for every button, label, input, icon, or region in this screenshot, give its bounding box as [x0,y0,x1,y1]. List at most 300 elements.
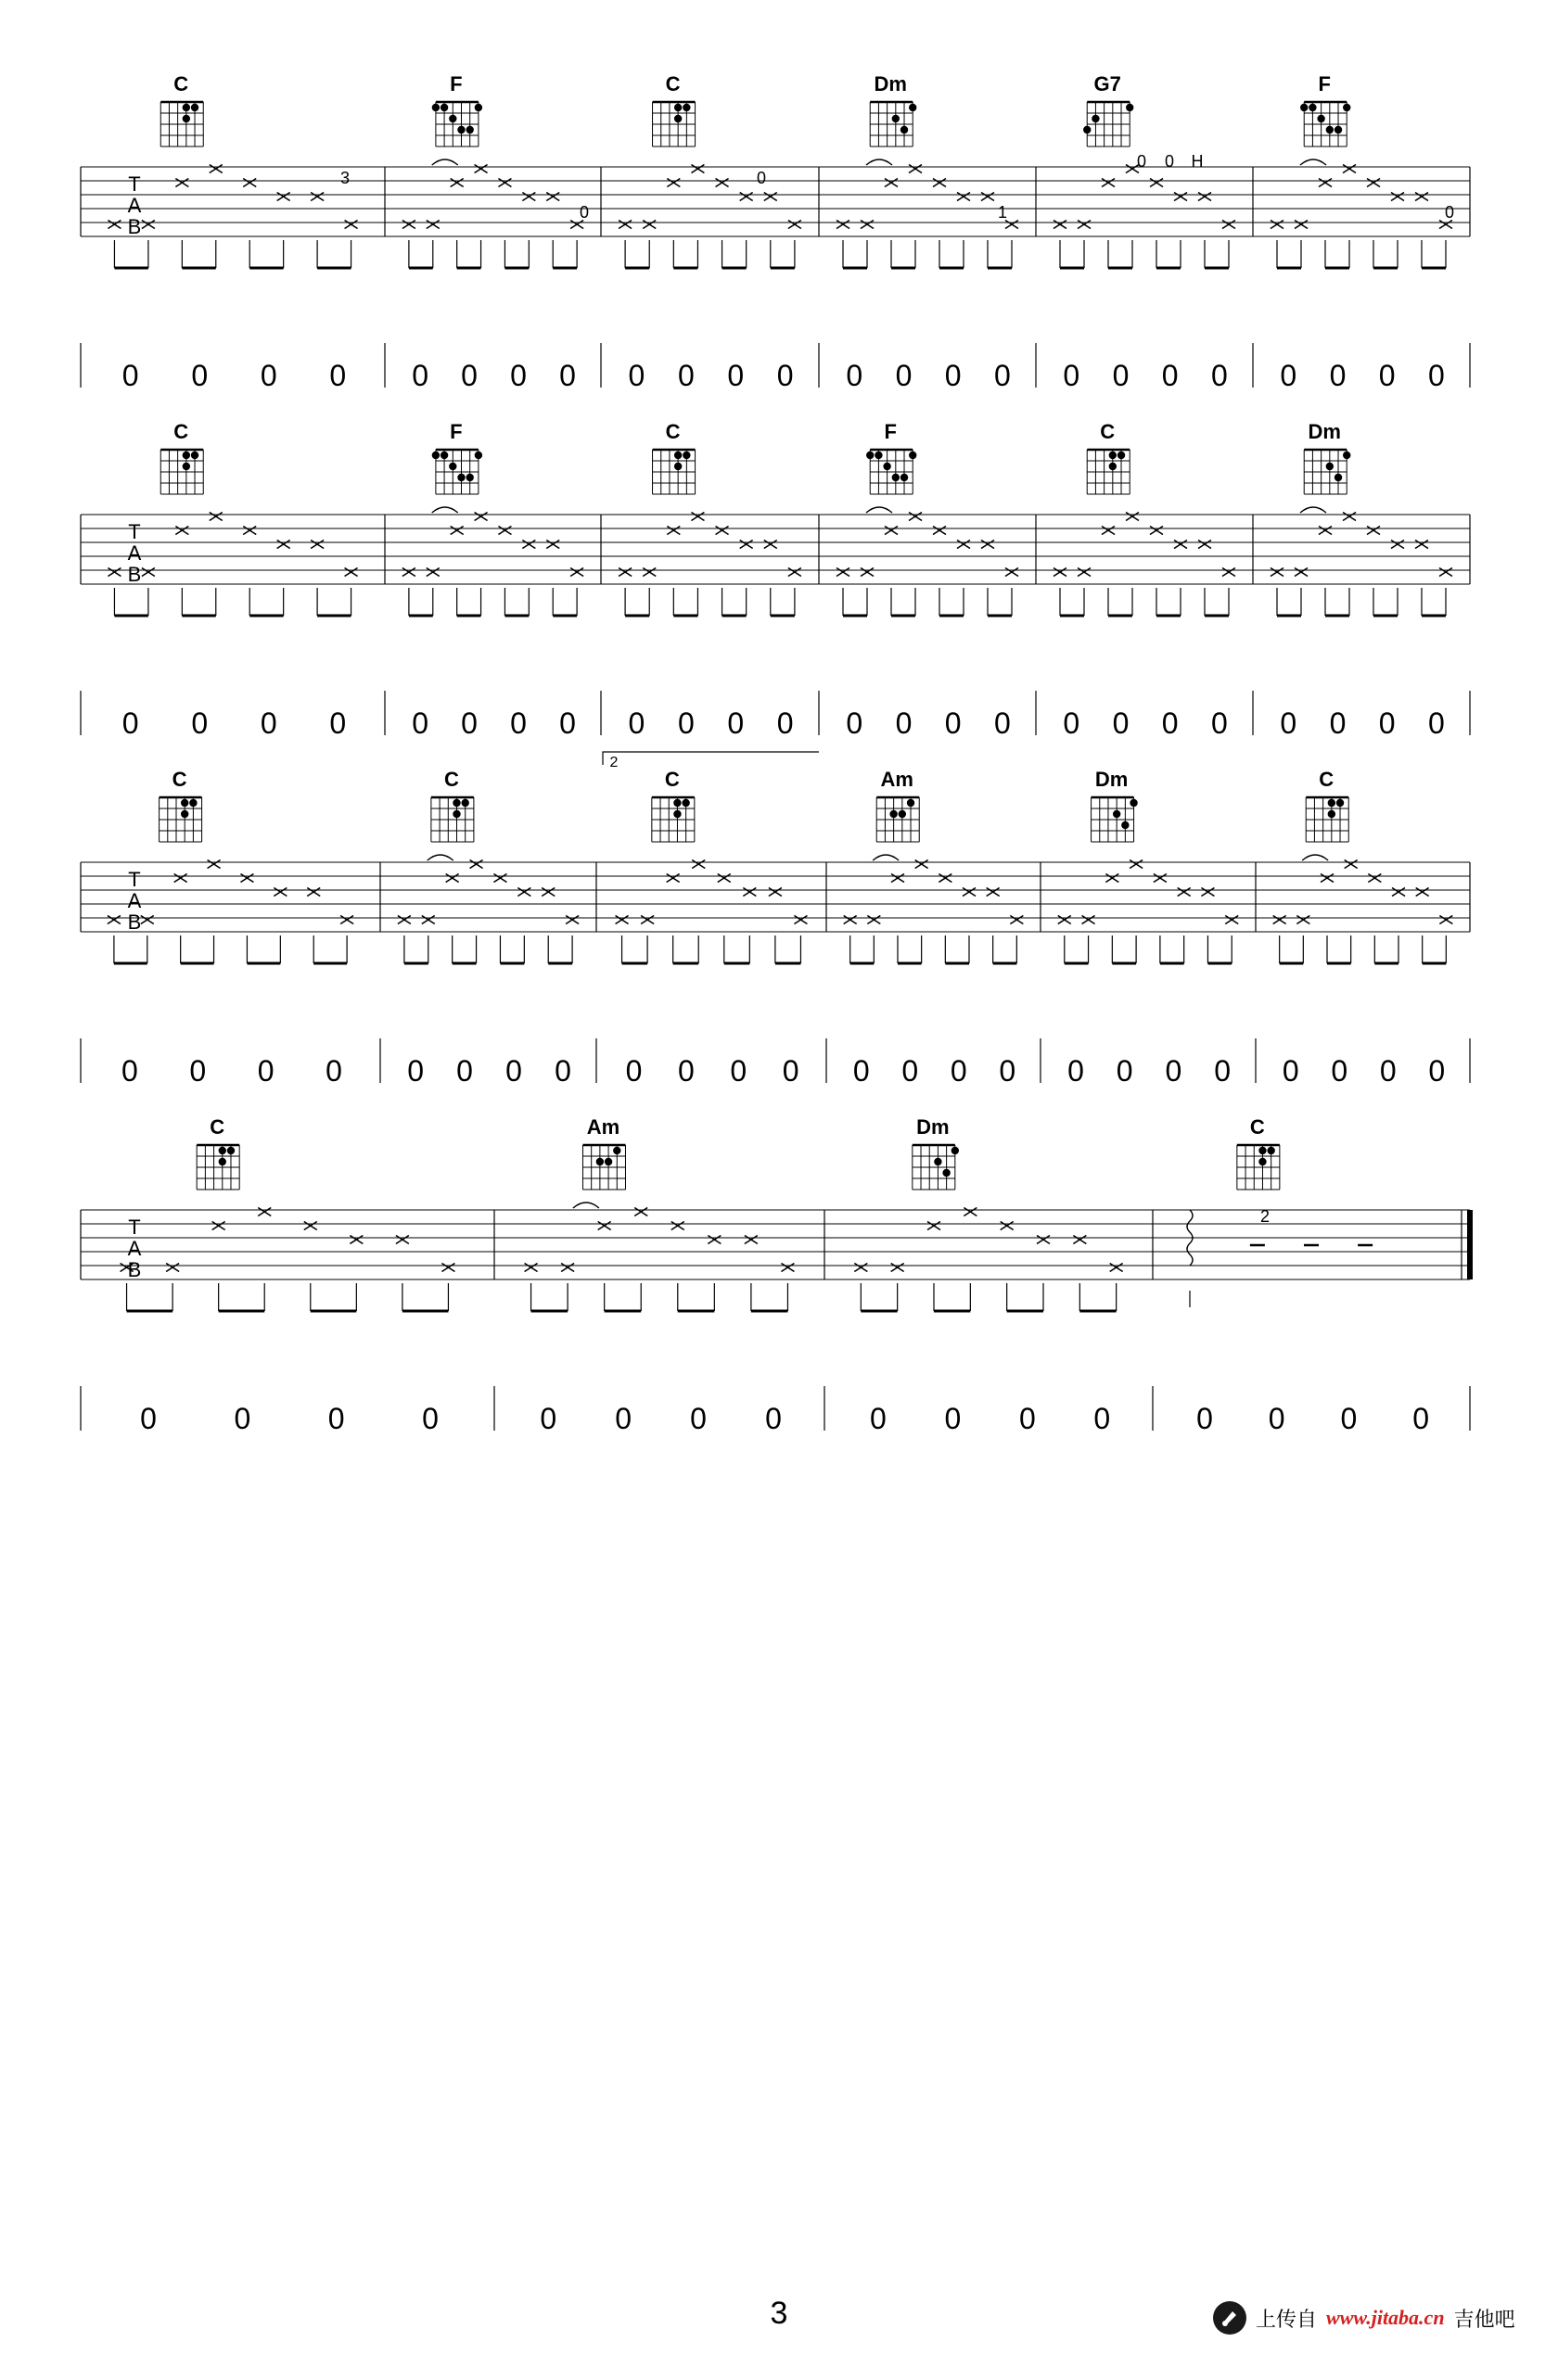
tab-note-x [1439,916,1452,924]
chord-name: C [210,1115,225,1139]
tab-note-x [1110,1264,1123,1272]
chord-diagram [1304,420,1350,494]
count-digit: 0 [412,706,429,740]
tab-system [81,1115,1470,1435]
tab-note-x [1271,568,1283,577]
tab-note-x [1005,568,1018,577]
tab-note-x [1343,165,1356,173]
tab-note-x [1296,916,1309,924]
tab-note-x [1367,179,1380,187]
chord-finger-dot [683,104,690,111]
count-digit: 0 [422,1402,439,1435]
tab-note-x [788,221,801,229]
tab-note-x [304,1222,317,1230]
chord-finger-dot [900,126,908,134]
tab-note-x [927,1222,940,1230]
tab-note-x [1174,541,1187,549]
tie-arc [873,855,899,860]
tab-note-x [175,527,188,535]
chord-diagram [1087,420,1130,494]
tab-note-x [522,193,535,201]
tab-note-x [340,916,353,924]
tab-note-x [794,916,807,924]
count-digit: 0 [1428,1054,1446,1088]
count-digit: 0 [944,1402,962,1435]
tab-note-x [546,541,559,549]
tab-note-x [836,568,849,577]
chord-finger-dot [1343,104,1350,111]
count-digit: 0 [1161,706,1179,740]
count-digit: 0 [677,706,695,740]
tab-note-x [764,193,777,201]
chord-finger-dot [1126,104,1133,111]
tab-note-x [1367,527,1380,535]
count-digit: 0 [1067,1054,1084,1088]
tab-clef-a: A [127,541,142,565]
chord-finger-dot [181,799,188,807]
count-digit: 0 [944,359,962,392]
tab-note-x [1054,568,1066,577]
tab-clef-t: T [128,1215,141,1239]
chord-name: C [1319,768,1335,791]
tab-note-x [1150,179,1163,187]
fret-number: 3 [339,169,351,187]
tab-note-x [743,888,756,897]
count-digit: 0 [782,1054,799,1088]
chord-finger-dot [1109,463,1117,470]
chord-finger-dot [674,452,682,459]
count-digit: 0 [329,359,347,392]
count-digit: 0 [1165,1054,1182,1088]
chord-finger-dot [1113,810,1120,818]
count-digit: 0 [1378,359,1396,392]
tab-note-x [1078,221,1091,229]
chord-finger-dot [883,463,890,470]
tab-note-x [781,1264,794,1272]
tab-note-x [957,541,970,549]
tab-note-x [836,221,849,229]
tab-note-x [561,1264,574,1272]
count-digit: 0 [944,706,962,740]
tab-note-x [692,860,705,869]
tab-note-x [634,1208,647,1216]
tab-note-x [1102,179,1115,187]
chord-finger-dot [1083,126,1091,134]
tab-note-x [1392,888,1405,897]
tab-note-x [933,179,946,187]
chord-finger-dot [189,799,197,807]
chord-name: Am [880,768,913,791]
fret-number: 0 [1136,152,1147,171]
tab-system [81,768,1470,1088]
chord-finger-dot [900,474,908,481]
tab-note-x [1201,888,1214,897]
tab-note-x [470,860,483,869]
chord-finger-dot [191,104,198,111]
count-digit: 0 [260,359,277,392]
tab-note-x [1010,916,1023,924]
chord-finger-dot [461,799,468,807]
count-digit: 0 [1412,1402,1430,1435]
chord-diagram [160,768,202,842]
tab-note-x [1343,513,1356,521]
tie-arc [573,1203,599,1208]
tab-note-x [475,513,488,521]
tab-note-x [667,874,680,883]
tie-arc [428,855,453,860]
chord-finger-dot [1300,104,1308,111]
tab-note-x [667,179,680,187]
chord-diagram [1300,72,1350,146]
tab-note-x [108,568,121,577]
tab-note-x [619,221,632,229]
chord-diagram [432,420,482,494]
tab-note-x [1102,527,1115,535]
tab-note-x [643,568,656,577]
chord-finger-dot [1343,452,1350,459]
tab-note-x [277,541,290,549]
chord-finger-dot [183,115,190,122]
count-digit: 0 [993,706,1011,740]
chord-finger-dot [457,474,465,481]
count-digit: 0 [730,1054,747,1088]
tab-note-x [915,860,928,869]
count-digit: 0 [510,706,527,740]
tab-note-x [1439,568,1452,577]
tab-note-x [311,193,324,201]
tab-clef-a: A [127,889,142,912]
tab-note-x [1273,916,1286,924]
chord-finger-dot [1326,126,1334,134]
count-digit: 0 [765,1402,782,1435]
chord-finger-dot [909,452,916,459]
chord-finger-dot [1130,799,1137,807]
tab-note-x [1198,193,1211,201]
chord-finger-dot [1335,126,1342,134]
count-digit: 0 [121,1054,138,1088]
count-digit: 0 [727,359,745,392]
chord-finger-dot [227,1147,235,1154]
count-digit: 0 [191,359,209,392]
count-digit: 0 [776,359,794,392]
tab-note-x [142,568,155,577]
tie-arc [1302,855,1328,860]
chord-finger-dot [674,115,682,122]
tab-clef-a: A [127,1237,142,1260]
chord-finger-dot [934,1158,941,1165]
count-digit: 0 [407,1054,425,1088]
count-digit: 0 [1214,1054,1232,1088]
tab-note-x [493,874,506,883]
tab-note-x [691,513,704,521]
chord-finger-dot [183,452,190,459]
chord-diagram [1237,1115,1280,1190]
count-digit: 0 [234,1402,251,1435]
chord-name: C [665,72,681,95]
count-digit: 0 [140,1402,157,1435]
count-digit: 0 [456,1054,473,1088]
chord-diagram [866,420,916,494]
tab-note-x [1271,221,1283,229]
tab-note-x [307,888,320,897]
tab-note-x [1416,888,1429,897]
tab-note-x [208,860,221,869]
count-digit: 0 [677,359,695,392]
tab-note-x [542,888,555,897]
tab-note-x [1368,874,1381,883]
brand-name: 上传自 [1256,2307,1318,2331]
tab-note-x [667,527,680,535]
chord-finger-dot [605,1158,612,1165]
tab-clef-t: T [128,172,141,196]
tab-note-x [108,916,121,924]
fret-number: 0 [1444,203,1455,222]
tab-note-x [740,193,753,201]
tab-note-x [1391,541,1404,549]
fret-number: 1 [997,203,1008,222]
count-digit: 0 [846,706,863,740]
chord-finger-dot [181,810,188,818]
chord-finger-dot [1328,799,1335,807]
tab-note-x [1391,193,1404,201]
tab-note-x [861,568,874,577]
count-digit: 0 [260,706,277,740]
chord-finger-dot [673,810,681,818]
chord-finger-dot [441,452,448,459]
chord-finger-dot [432,104,440,111]
tab-note-x [1126,513,1139,521]
chord-finger-dot [219,1158,226,1165]
chord-finger-dot [892,115,900,122]
tab-note-x [427,568,440,577]
chord-diagram [876,768,919,842]
chord-finger-dot [191,452,198,459]
tab-clef-b: B [127,1258,142,1281]
chord-finger-dot [1335,474,1342,481]
chord-name: C [172,768,187,791]
count-digit: 0 [540,1402,557,1435]
tab-note-x [350,1236,363,1244]
chord-finger-dot [1267,1147,1274,1154]
tab-note-x [1082,916,1095,924]
tab-note-x [933,527,946,535]
tab-clef-b: B [127,563,142,586]
tab-note-x [427,221,440,229]
tab-note-x [1319,527,1332,535]
tab-note-x [1222,221,1235,229]
count-digit: 0 [999,1054,1016,1088]
tab-note-x [1001,1222,1014,1230]
chord-name: Dm [1308,420,1341,443]
count-digit: 0 [326,1054,342,1088]
tab-note-x [987,888,1000,897]
chord-diagram [652,768,695,842]
tab-note-x [1345,860,1358,869]
count-digit: 0 [327,1402,345,1435]
tab-note-x [616,916,629,924]
chord-finger-dot [673,799,681,807]
chord-finger-dot [951,1147,959,1154]
chord-finger-dot [441,104,448,111]
chord-diagram [913,1115,959,1190]
tab-note-x [546,193,559,201]
count-digit: 0 [1282,1054,1299,1088]
tab-note-x [1130,860,1143,869]
count-digit: 0 [870,1402,887,1435]
count-digit: 0 [993,359,1011,392]
tie-arc [432,507,458,513]
chord-name: C [173,72,189,95]
chord-finger-dot [1317,115,1324,122]
tab-note-x [396,1236,409,1244]
tab-note-x [1037,1236,1050,1244]
chord-finger-dot [466,126,473,134]
count-digit: 0 [1116,1054,1133,1088]
fret-number: H [1191,152,1204,171]
tab-note-x [844,916,857,924]
guitar-pick-icon [1213,2301,1246,2335]
chord-finger-dot [1109,452,1117,459]
chord-finger-dot [683,452,690,459]
chord-finger-dot [907,799,914,807]
tab-note-x [718,874,731,883]
count-digit: 0 [678,1054,695,1088]
tie-arc [1300,507,1326,513]
tie-arc [1300,159,1326,165]
tab-note-x [671,1222,684,1230]
chord-finger-dot [942,1169,950,1177]
chord-diagram [870,72,916,146]
tab-note-x [891,1264,904,1272]
count-digit: 0 [628,359,645,392]
count-digit: 0 [628,706,645,740]
tab-note-x [641,916,654,924]
chord-finger-dot [475,452,482,459]
tab-note-x [446,874,459,883]
chord-name: Dm [916,1115,950,1139]
tab-note-x [1058,916,1071,924]
count-digit: 0 [121,359,139,392]
chord-finger-dot [219,1147,226,1154]
chord-name: F [884,420,897,443]
count-digit: 0 [1427,706,1445,740]
chord-finger-dot [596,1158,604,1165]
tab-note-x [1415,541,1428,549]
count-digit: 0 [461,359,478,392]
count-digit: 0 [1112,359,1130,392]
chord-diagram [1083,72,1133,146]
tab-note-x [619,568,632,577]
chord-finger-dot [889,810,897,818]
tab-note-x [274,888,287,897]
tab-note-x [1154,874,1167,883]
chord-name: Dm [1094,768,1129,791]
chord-diagram [431,768,474,842]
tab-note-x [1319,179,1332,187]
tab-note-x [566,916,579,924]
chord-diagram [197,1115,239,1190]
chord-name: C [443,768,459,791]
count-digit: 0 [1063,359,1080,392]
count-digit: 0 [625,1054,643,1088]
count-digit: 0 [846,359,863,392]
chord-name: C [664,768,680,791]
volta-number: 2 [609,755,619,770]
chord-finger-dot [1309,104,1316,111]
chord-diagram [653,72,696,146]
tab-note-x [277,193,290,201]
count-digit: 0 [727,706,745,740]
tab-note-x [258,1208,271,1216]
tab-note-x [740,541,753,549]
tab-note-x [1295,568,1308,577]
chord-finger-dot [449,463,456,470]
tab-note-x [1073,1236,1086,1244]
chord-finger-dot [1336,799,1344,807]
tab-clef-t: T [128,868,141,891]
chord-finger-dot [1328,810,1335,818]
tab-note-x [981,541,994,549]
chord-finger-dot [183,463,190,470]
count-digit: 0 [1427,359,1445,392]
count-digit: 0 [1280,359,1297,392]
chord-diagram [160,72,203,146]
tab-note-x [716,179,729,187]
count-digit: 0 [1268,1402,1285,1435]
count-digit: 0 [1329,706,1347,740]
tab-note-x [345,221,358,229]
chord-finger-dot [674,463,682,470]
tab-note-x [764,541,777,549]
chord-diagram [160,420,203,494]
chord-finger-dot [875,452,882,459]
tab-note-x [1321,874,1334,883]
tab-system [81,420,1470,770]
tab-note-x [141,916,154,924]
tab-note-x [939,874,951,883]
tab-note-x [788,568,801,577]
count-digit: 0 [901,1054,919,1088]
tab-note-x [1054,221,1066,229]
tab-note-x [402,221,415,229]
count-digit: 0 [1340,1402,1358,1435]
tab-note-x [570,568,583,577]
fret-number: 0 [579,203,590,222]
tab-note-x [517,888,530,897]
count-digit: 0 [1112,706,1130,740]
count-digit: 0 [1210,706,1228,740]
chord-name: C [665,420,681,443]
brand-site: 吉他吧 [1453,2307,1515,2331]
chord-finger-dot [674,104,682,111]
count-digit: 0 [1196,1402,1213,1435]
count-digit: 0 [412,359,429,392]
chord-finger-dot [682,799,689,807]
tab-note-x [643,221,656,229]
tab-note-x [1225,916,1238,924]
tab-note-x [498,527,511,535]
tie-arc [866,507,892,513]
tab-note-x [745,1236,758,1244]
brand-url[interactable]: www.jitaba.cn [1326,2306,1445,2329]
chord-finger-dot [1121,821,1129,829]
tab-note-x [1222,568,1235,577]
chord-finger-dot [453,799,460,807]
tab-note-x [398,916,411,924]
tab-note-x [1174,193,1187,201]
chord-finger-dot [909,104,916,111]
chord-name: C [173,420,189,443]
